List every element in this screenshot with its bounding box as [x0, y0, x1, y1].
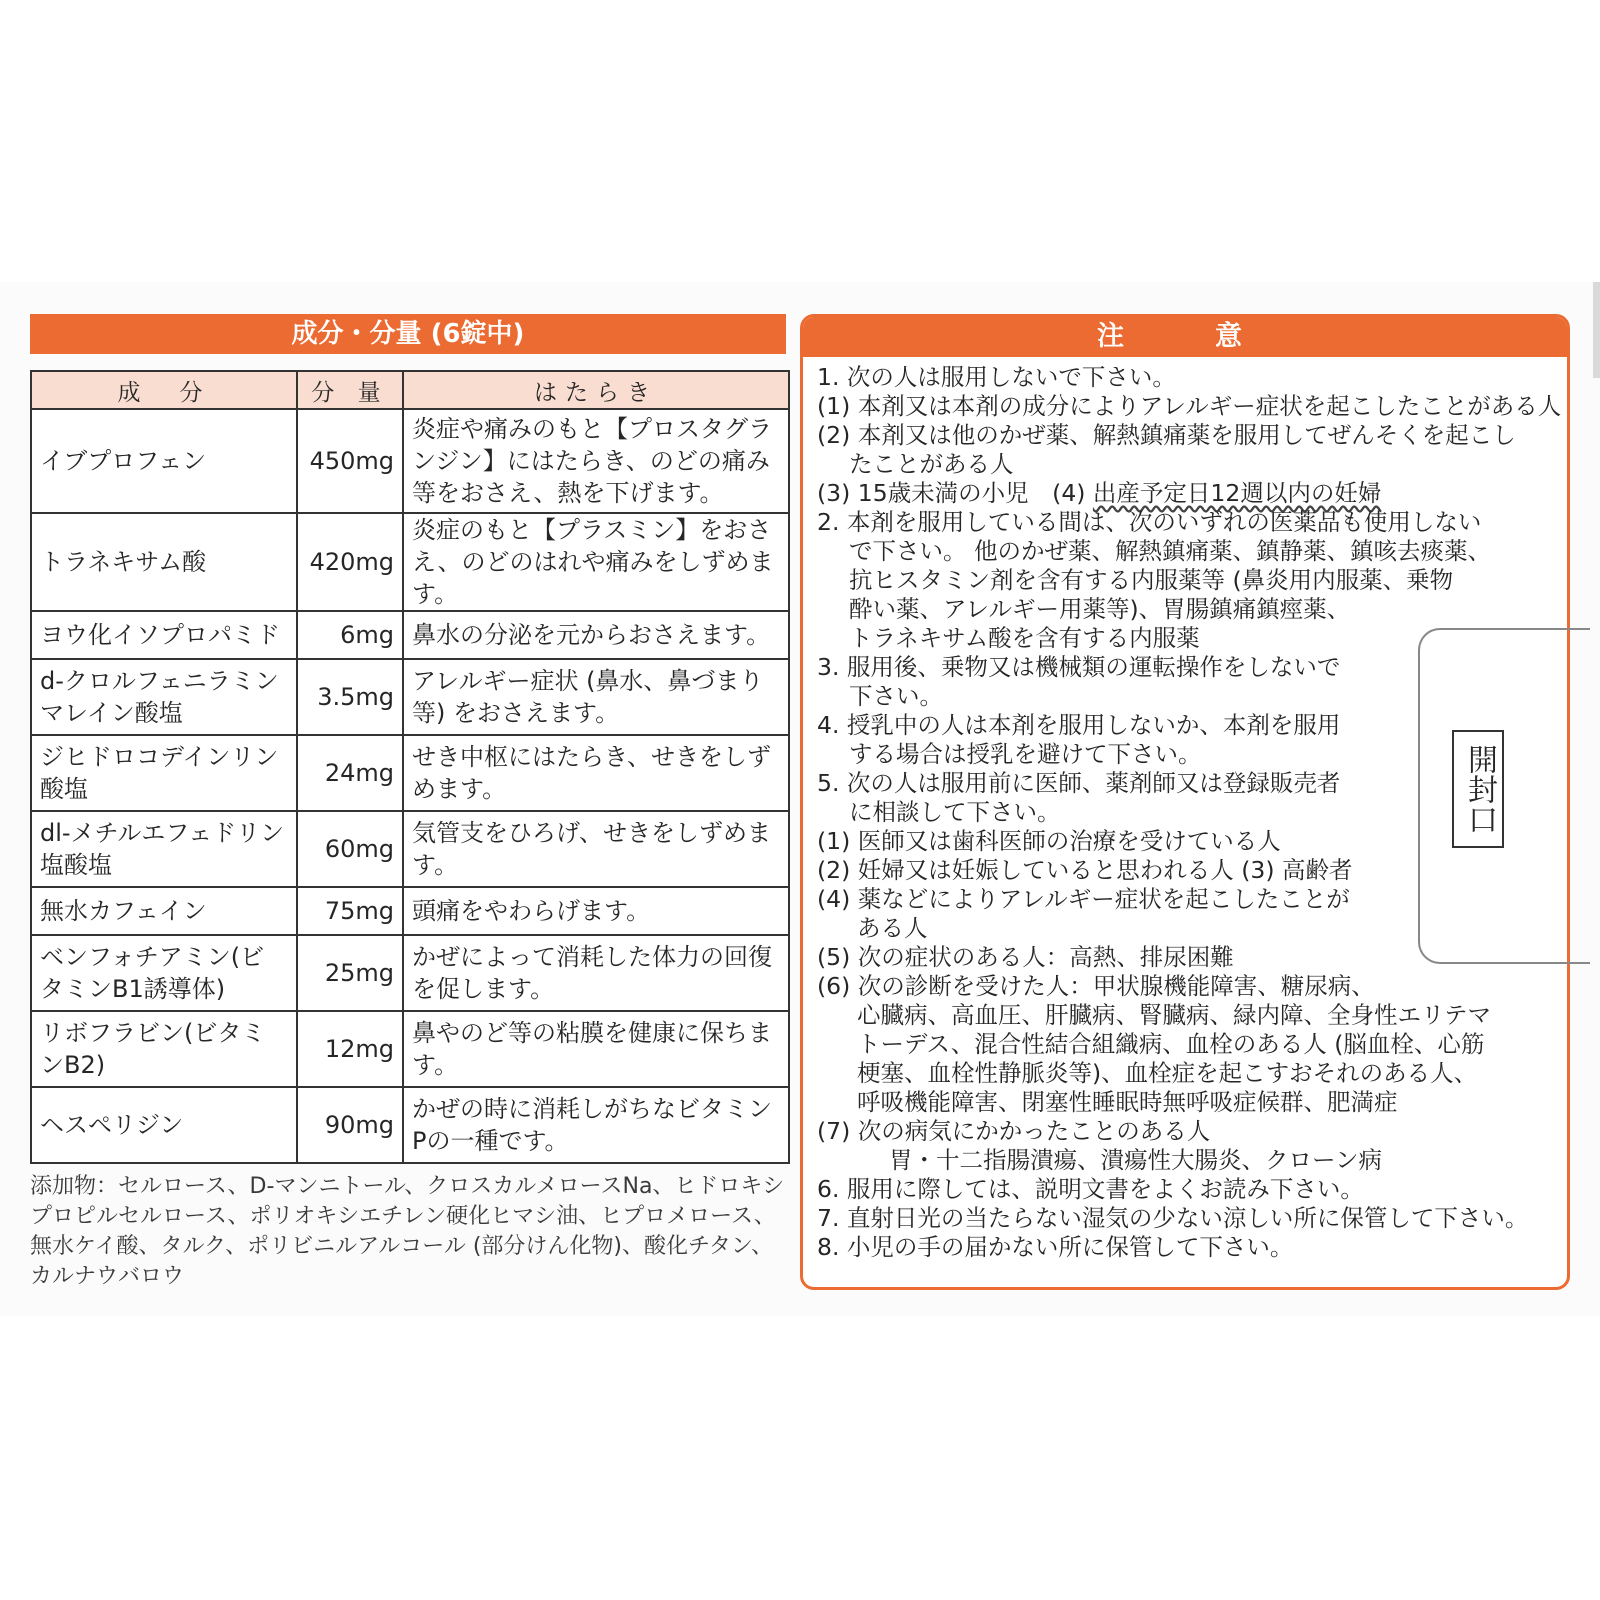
caution-line: たことがある人 — [849, 450, 1014, 478]
caution-line: 7. 直射日光の当たらない湿気の少ない涼しい所に保管して下さい。 — [817, 1204, 1529, 1232]
table-row — [31, 611, 789, 659]
caution-line: (7) 次の病気にかかったことのある人 — [817, 1117, 1211, 1145]
caution-line: (2) 本剤又は他のかぜ薬、解熱鎮痛薬を服用してぜんそくを起こし — [817, 421, 1516, 449]
caution-line: 下さい。 — [849, 682, 943, 710]
caution-line: (1) 本剤又は本剤の成分によりアレルギー症状を起こしたことがある人 — [817, 392, 1562, 420]
ingredient-effect: 炎症のもと【プラスミン】をおさえ、のどのはれや痛みをしずめます。 — [403, 513, 789, 611]
ingredient-effect: せき中枢にはたらき、せきをしずめます。 — [403, 735, 789, 811]
tear-open-outline — [1418, 628, 1590, 964]
ingredient-effect: 鼻水の分泌を元からおさえます。 — [403, 611, 789, 659]
ingredients-banner: 成分・分量 (6錠中) — [30, 314, 786, 354]
ingredient-name: イブプロフェン — [31, 409, 297, 513]
ingredient-amount: 12mg — [297, 1011, 403, 1087]
caution-line: (5) 次の症状のある人：高熱、排尿困難 — [817, 943, 1234, 971]
ingredient-name: d-クロルフェニラミンマレイン酸塩 — [31, 659, 297, 735]
caution-title-1: 注 — [1097, 321, 1124, 352]
caution-line: (2) 妊婦又は妊娠していると思われる人 (3) 高齢者 — [817, 856, 1353, 884]
ingredient-amount: 60mg — [297, 811, 403, 887]
ingredient-amount: 450mg — [297, 409, 403, 513]
caution-line: (1) 医師又は歯科医師の治療を受けている人 — [817, 827, 1281, 855]
caution-line: 1. 次の人は服用しないで下さい。 — [817, 363, 1176, 391]
caution-line: 胃・十二指腸潰瘍、潰瘍性大腸炎、クローン病 — [889, 1146, 1383, 1174]
header-amount: 分 量 — [297, 371, 403, 409]
caution-line: トーデス、混合性結合組織病、血栓のある人 (脳血栓、心筋 — [857, 1030, 1485, 1058]
caution-line: 2. 本剤を服用している間は、次のいずれの医薬品も使用しない — [817, 508, 1482, 536]
caution-line: 酔い薬、アレルギー用薬等)、胃腸鎮痛鎮痙薬、 — [849, 595, 1351, 623]
table-row — [31, 811, 789, 887]
table-row — [31, 409, 789, 513]
caution-line: (3) 15歳未満の小児 (4) 出産予定日12週以内の妊婦 — [817, 479, 1382, 507]
ingredient-amount: 25mg — [297, 935, 403, 1011]
caution-line: トラネキサム酸を含有する内服薬 — [849, 624, 1200, 652]
ingredient-effect: 炎症や痛みのもと【プロスタグランジン】にはたらき、のどの痛み等をおさえ、熱を下げます。 — [403, 409, 789, 513]
ingredient-effect: かぜによって消耗した体力の回復を促します。 — [403, 935, 789, 1011]
caution-line: ある人 — [857, 914, 928, 942]
ingredient-name: dl-メチルエフェドリン塩酸塩 — [31, 811, 297, 887]
ingredient-effect: 鼻やのど等の粘膜を健康に保ちます。 — [403, 1011, 789, 1087]
ingredient-effect: 気管支をひろげ、せきをしずめます。 — [403, 811, 789, 887]
caution-line: (4) 薬などによりアレルギー症状を起こしたことが — [817, 885, 1350, 913]
table-row — [31, 1087, 789, 1163]
caution-line: 4. 授乳中の人は本剤を服用しないか、本剤を服用 — [817, 711, 1341, 739]
ingredient-amount: 6mg — [297, 611, 403, 659]
ingredient-name: 無水カフェイン — [31, 887, 297, 935]
ingredient-name: ジヒドロコデインリン酸塩 — [31, 735, 297, 811]
ingredient-amount: 90mg — [297, 1087, 403, 1163]
table-row — [31, 513, 789, 611]
table-row — [31, 659, 789, 735]
caution-line: 抗ヒスタミン剤を含有する内服薬等 (鼻炎用内服薬、乗物 — [849, 566, 1454, 594]
header-effect: はたらき — [403, 371, 789, 409]
caution-line: 呼吸機能障害、閉塞性睡眠時無呼吸症候群、肥満症 — [857, 1088, 1398, 1116]
table-row — [31, 887, 789, 935]
caution-title-2: 意 — [1215, 321, 1242, 352]
ingredients-section — [30, 314, 786, 1289]
additives-text: 添加物：セルロース、D-マンニトール、クロスカルメロースNa、ヒドロキシプロピルセルロース、ポリオキシエチレン硬化ヒマシ油、ヒプロメロース、無水ケイ酸、タルク、ポリビニルアルコール (部分けん化物)、酸化チタン、カルナウバロウ — [30, 1174, 785, 1289]
caution-line: する場合は授乳を避けて下さい。 — [849, 740, 1202, 768]
ingredient-name: ヨウ化イソプロパミド — [31, 611, 297, 659]
caution-line: で下さい。 他のかぜ薬、解熱鎮痛薬、鎮静薬、鎮咳去痰薬、 — [849, 537, 1491, 565]
caution-line: 梗塞、血栓性静脈炎等)、血栓症を起こすおそれのある人、 — [857, 1059, 1478, 1087]
caution-line: 8. 小児の手の届かない所に保管して下さい。 — [817, 1233, 1294, 1261]
open-here-stamp[interactable]: 開封口 — [1452, 730, 1504, 848]
table-row — [31, 735, 789, 811]
table-row — [31, 935, 789, 1011]
ingredient-amount: 75mg — [297, 887, 403, 935]
wavy-underline-emphasis: 出産予定日12週以内の妊婦 — [1092, 479, 1382, 507]
ingredient-amount: 420mg — [297, 513, 403, 611]
caution-line: 心臓病、高血圧、肝臓病、腎臓病、緑内障、全身性エリテマ — [857, 1001, 1492, 1029]
table-row — [31, 1011, 789, 1087]
caution-line: 3. 服用後、乗物又は機械類の運転操作をしないで — [817, 653, 1341, 681]
ingredient-name: ベンフォチアミン(ビタミンB1誘導体) — [31, 935, 297, 1011]
ingredient-effect: かぜの時に消耗しがちなビタミンPの一種です。 — [403, 1087, 789, 1163]
ingredient-amount: 24mg — [297, 735, 403, 811]
ingredient-name: リボフラビン(ビタミンB2) — [31, 1011, 297, 1087]
caution-line: 6. 服用に際しては、説明文書をよくお読み下さい。 — [817, 1175, 1364, 1203]
box-edge — [1593, 282, 1600, 378]
ingredient-amount: 3.5mg — [297, 659, 403, 735]
ingredient-name: トラネキサム酸 — [31, 513, 297, 611]
header-ingredient: 成 分 — [31, 371, 297, 409]
ingredient-effect: アレルギー症状 (鼻水、鼻づまり等) をおさえます。 — [403, 659, 789, 735]
table-header-row — [31, 371, 789, 409]
ingredient-name: ヘスペリジン — [31, 1087, 297, 1163]
caution-line: に相談して下さい。 — [849, 798, 1061, 826]
ingredients-table — [30, 370, 790, 1164]
ingredient-effect: 頭痛をやわらげます。 — [403, 887, 789, 935]
caution-line: 5. 次の人は服用前に医師、薬剤師又は登録販売者 — [817, 769, 1341, 797]
caution-line: (6) 次の診断を受けた人：甲状腺機能障害、糖尿病、 — [817, 972, 1375, 1000]
caution-header — [803, 317, 1567, 357]
